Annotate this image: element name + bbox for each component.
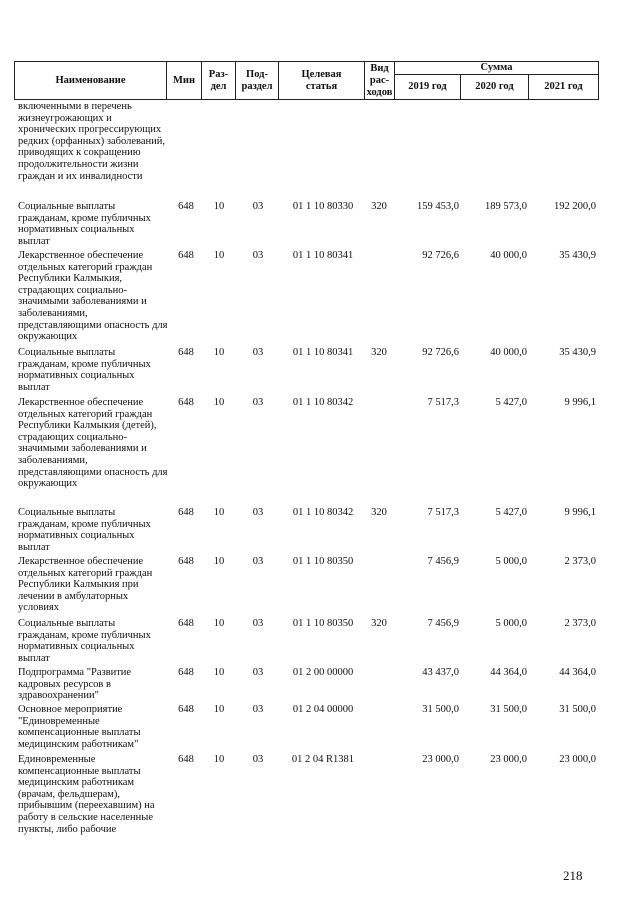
row-razdel: 10 [213,667,225,678]
row-2021: 31 500,0 [559,704,596,715]
row-name: Социальные выплаты гражданам, кроме публичных нормативных социальных выплат [18,618,151,664]
row-razdel: 10 [213,201,225,212]
row-name: Лекарственное обеспечение отдельных категорий граждан Республики Калмыкия (детей), страдающих социально-значимыми заболеваниями и заболеваниями, представляющими опасность для окружающих [18,397,168,490]
row-2019: 7 517,3 [427,397,459,408]
row-podrazdel: 03 [252,347,264,358]
row-razdel: 10 [213,250,225,261]
row-celevaya: 01 1 10 80342 [292,507,354,518]
header-name: Наименование [15,62,167,100]
row-razdel: 10 [213,556,225,567]
header-razdel: Раз- дел [202,62,236,100]
row-podrazdel: 03 [252,704,264,715]
row-vid: 320 [371,347,387,358]
row-min: 648 [178,556,194,567]
row-name: Социальные выплаты гражданам, кроме публичных нормативных социальных выплат [18,507,151,553]
header-podrazdel: Под- раздел [236,62,279,100]
row-vid: 320 [371,618,387,629]
row-celevaya: 01 1 10 80330 [292,201,354,212]
row-2019: 7 456,9 [427,556,459,567]
row-razdel: 10 [213,507,225,518]
row-razdel: 10 [213,618,225,629]
row-2021: 2 373,0 [564,618,596,629]
continuation-text: включенными в перечень жизнеугрожающих и хронических прогрессирующих редких (орфанных) заболеваний, приводящих к сокращению продолжительности жизни граждан и их инвалидности [18,101,165,182]
row-2020: 44 364,0 [490,667,527,678]
row-min: 648 [178,667,194,678]
header-summa: Сумма [395,62,599,75]
row-celevaya: 01 2 04 R1381 [291,754,355,765]
row-celevaya: 01 1 10 80341 [292,250,354,261]
page-number: 218 [563,868,583,883]
row-min: 648 [178,754,194,765]
row-min: 648 [178,347,194,358]
row-2020: 40 000,0 [490,347,527,358]
row-2020: 5 427,0 [495,507,527,518]
row-2019: 7 456,9 [427,618,459,629]
row-2020: 23 000,0 [490,754,527,765]
row-min: 648 [178,397,194,408]
row-podrazdel: 03 [252,397,264,408]
row-name: Подпрограмма "Развитие кадровых ресурсов в здравоохранении" [18,667,132,702]
row-celevaya: 01 1 10 80341 [292,347,354,358]
header-vid: Вид рас- ходов [365,62,395,100]
row-podrazdel: 03 [252,556,264,567]
header-2020: 2020 год [461,75,529,100]
row-min: 648 [178,704,194,715]
row-podrazdel: 03 [252,667,264,678]
row-celevaya: 01 2 00 00000 [292,667,354,678]
row-podrazdel: 03 [252,250,264,261]
row-podrazdel: 03 [252,618,264,629]
row-2019: 23 000,0 [422,754,459,765]
row-2019: 7 517,3 [427,507,459,518]
row-celevaya: 01 1 10 80350 [292,618,354,629]
row-2019: 92 726,6 [422,347,459,358]
row-2021: 2 373,0 [564,556,596,567]
row-2021: 23 000,0 [559,754,596,765]
row-2019: 31 500,0 [422,704,459,715]
row-min: 648 [178,618,194,629]
row-min: 648 [178,507,194,518]
row-celevaya: 01 2 04 00000 [292,704,354,715]
row-razdel: 10 [213,704,225,715]
row-2020: 5 000,0 [495,556,527,567]
row-name: Лекарственное обеспечение отдельных категорий граждан Республики Калмыкия, страдающих социально-значимыми заболеваниями и заболеваниями, представляющими опасность для окружающих [18,250,168,343]
row-min: 648 [178,250,194,261]
row-celevaya: 01 1 10 80350 [292,556,354,567]
row-name: Социальные выплаты гражданам, кроме публичных нормативных социальных выплат [18,201,151,247]
row-podrazdel: 03 [252,507,264,518]
header-celevaya: Целевая статья [279,62,365,100]
row-name: Единовременные компенсационные выплаты медицинским работникам (врачам, фельдшерам), прибывшим (переехавшим) на работу в сельские населенные пункты, либо рабочие [18,754,155,835]
table-header [14,61,599,100]
row-2021: 35 430,9 [559,347,596,358]
row-celevaya: 01 1 10 80342 [292,397,354,408]
row-2020: 5 427,0 [495,397,527,408]
row-2020: 189 573,0 [485,201,527,212]
row-2021: 9 996,1 [564,507,596,518]
row-vid: 320 [371,507,387,518]
row-2021: 44 364,0 [559,667,596,678]
row-2020: 40 000,0 [490,250,527,261]
row-vid: 320 [371,201,387,212]
row-name: Основное мероприятие "Единовременные компенсационные выплаты медицинским работникам" [18,704,141,750]
row-2021: 9 996,1 [564,397,596,408]
row-name: Лекарственное обеспечение отдельных категорий граждан Республики Калмыкия при лечении в амбулаторных условиях [18,556,153,614]
row-razdel: 10 [213,754,225,765]
row-2020: 31 500,0 [490,704,527,715]
row-2021: 35 430,9 [559,250,596,261]
row-razdel: 10 [213,397,225,408]
header-min: Мин [167,62,202,100]
row-2020: 5 000,0 [495,618,527,629]
row-name: Социальные выплаты гражданам, кроме публичных нормативных социальных выплат [18,347,151,393]
row-2019: 92 726,6 [422,250,459,261]
header-2021: 2021 год [529,75,599,100]
row-2019: 43 437,0 [422,667,459,678]
row-2021: 192 200,0 [554,201,596,212]
row-2019: 159 453,0 [417,201,459,212]
header-2019: 2019 год [395,75,461,100]
row-podrazdel: 03 [252,201,264,212]
row-razdel: 10 [213,347,225,358]
row-min: 648 [178,201,194,212]
row-podrazdel: 03 [252,754,264,765]
